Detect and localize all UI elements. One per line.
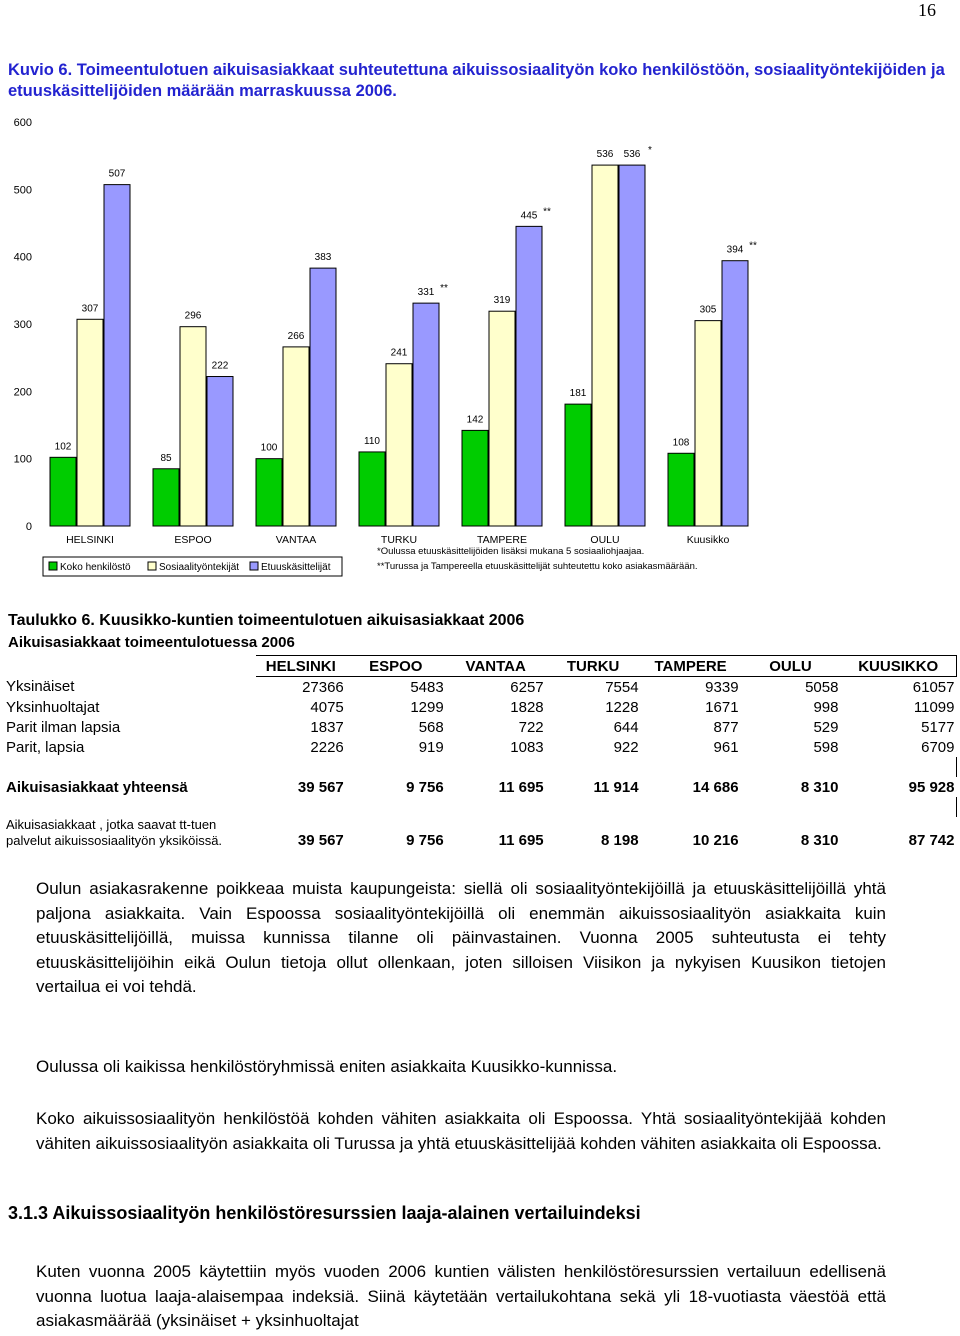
column-header: TURKU bbox=[546, 656, 641, 677]
y-tick-label: 400 bbox=[13, 251, 32, 264]
table-cell: 998 bbox=[813, 698, 839, 716]
bar-value-label: 85 bbox=[160, 452, 172, 464]
bar-value-label: 222 bbox=[211, 360, 229, 372]
table-cell: 10 216 bbox=[692, 832, 739, 849]
legend-swatch bbox=[250, 562, 258, 570]
table-cell: 922 bbox=[613, 738, 639, 756]
row-label: Parit ilman lapsia bbox=[6, 718, 121, 736]
table-cell: 61057 bbox=[912, 678, 955, 696]
y-tick-label: 100 bbox=[13, 453, 32, 466]
bar-value-label: 319 bbox=[493, 295, 511, 307]
bar bbox=[310, 268, 336, 526]
chart-footnote: *Oulussa etuuskäsittelijöiden lisäksi mukana 5 sosiaaliohjaajaa. bbox=[377, 546, 645, 557]
table-title: Taulukko 6. Kuusikko-kuntien toimeentulotuen aikuisasiakkaat 2006 bbox=[8, 612, 525, 629]
spacer-row bbox=[4, 797, 957, 817]
bar-value-label: 445 bbox=[520, 210, 538, 222]
table-cell: 1828 bbox=[510, 698, 544, 716]
bar-value-label: 296 bbox=[184, 310, 202, 322]
table-cell: 529 bbox=[813, 718, 839, 736]
legend-swatch bbox=[49, 562, 57, 570]
y-tick-label: 200 bbox=[13, 386, 32, 399]
page-number: 16 bbox=[918, 0, 936, 20]
bar bbox=[462, 430, 488, 526]
column-header: KUUSIKKO bbox=[840, 656, 956, 677]
table-cell: 1228 bbox=[605, 698, 639, 716]
table-cell: 1671 bbox=[705, 698, 739, 716]
bar-value-label: 266 bbox=[287, 330, 305, 342]
table-cell: 877 bbox=[713, 718, 739, 736]
table-cell: 9339 bbox=[705, 678, 739, 696]
x-category-label: ESPOO bbox=[174, 534, 212, 546]
bar-value-label: 394 bbox=[726, 244, 744, 256]
bar bbox=[516, 226, 542, 526]
total-row bbox=[4, 777, 957, 797]
table-cell: 568 bbox=[418, 718, 444, 736]
spacer-row bbox=[4, 757, 957, 777]
table-cell: 1299 bbox=[410, 698, 444, 716]
table-cell: 87 742 bbox=[908, 832, 955, 849]
bar bbox=[592, 165, 618, 526]
table-cell: 8 198 bbox=[601, 832, 639, 849]
row-label-line-2: palvelut aikuissosiaalityön yksiköissä. bbox=[6, 833, 223, 848]
bar-value-label: 331 bbox=[417, 287, 435, 299]
bar bbox=[50, 457, 76, 526]
table-cell: 5058 bbox=[805, 678, 839, 696]
table-cell: 27366 bbox=[302, 678, 344, 696]
row-label: Yksinäiset bbox=[6, 678, 75, 696]
column-header: TAMPERE bbox=[641, 656, 741, 677]
table-cell: 8 310 bbox=[800, 778, 839, 796]
bar-annotation: ** bbox=[543, 206, 551, 218]
legend-swatch bbox=[148, 562, 156, 570]
column-header: HELSINKI bbox=[256, 656, 346, 677]
table-cell: 11 695 bbox=[498, 832, 544, 849]
bar bbox=[722, 261, 748, 526]
bar bbox=[619, 165, 645, 526]
table-cell: 961 bbox=[713, 738, 739, 756]
y-tick-label: 0 bbox=[25, 521, 32, 533]
table-cell: 644 bbox=[613, 718, 639, 736]
y-tick-label: 600 bbox=[13, 117, 32, 129]
bar bbox=[359, 452, 385, 526]
table-cell: 1083 bbox=[510, 738, 544, 756]
bar-annotation: * bbox=[648, 145, 652, 157]
table-cell: 11 914 bbox=[593, 778, 639, 796]
bar-value-label: 536 bbox=[623, 149, 641, 161]
bar-value-label: 102 bbox=[54, 441, 72, 453]
table-row bbox=[4, 677, 957, 698]
bar-value-label: 142 bbox=[466, 414, 484, 426]
table-cell: 6709 bbox=[921, 738, 955, 756]
bar bbox=[207, 377, 233, 526]
table-row bbox=[4, 717, 957, 737]
column-header: VANTAA bbox=[446, 656, 546, 677]
paragraph: Oulun asiakasrakenne poikkeaa muista kaupungeista: siellä oli sosiaalityöntekijöillä ja etuuskäsittelijöillä yhtä paljona asiakkaita. Vain Espoossa sosiaalityöntekijöillä oli enemmän aikuissosiaalityön asiakkaita kuin etuuskäsittelijöillä, muissa kunnissa tilanne oli päinvastainen. Vuonna 2005 suhteutusta ei tehty etuuskäsittelijöihin eikä Oulun tietoja ollut ollenkaan, joten silloisen Viisikon ja nykyisen Kuusikon tietojen vertailua ei voi tehdä. bbox=[36, 879, 886, 996]
table-cell: 9 756 bbox=[406, 778, 444, 796]
table-cell: 9 756 bbox=[406, 832, 444, 849]
bar bbox=[386, 364, 412, 526]
paragraph: Kuten vuonna 2005 käytettiin myös vuoden 2006 kuntien välisten henkilöstöresurssien vertailuun edellisenä vuonna luotua laaja-alaisempaa indeksiä. Siinä käytetään vertailukohtana sekä yli 18-vuotiasta väestöä että asiakasmäärää (yksinäiset + yksinhuoltajat bbox=[36, 1262, 886, 1330]
bar bbox=[180, 327, 206, 526]
y-tick-label: 500 bbox=[13, 184, 32, 197]
table-cell: 722 bbox=[518, 718, 544, 736]
bar-annotation: ** bbox=[749, 240, 757, 252]
row-label-line-1: Aikuisasiakkaat , jotka saavat tt-tuen bbox=[6, 817, 217, 832]
table-cell: 7554 bbox=[605, 678, 639, 696]
x-category-label: HELSINKI bbox=[66, 534, 114, 546]
table-cell: 5483 bbox=[410, 678, 444, 696]
bar-value-label: 181 bbox=[569, 388, 587, 400]
row-label bbox=[4, 817, 256, 849]
table-cell: 2226 bbox=[310, 738, 344, 756]
table-cell: 95 928 bbox=[908, 778, 955, 796]
table-cell: 11099 bbox=[913, 698, 955, 716]
table-cell: 6257 bbox=[510, 678, 544, 696]
bar-value-label: 241 bbox=[390, 347, 408, 359]
legend-label: Koko henkilöstö bbox=[60, 562, 131, 573]
table-subtitle: Aikuisasiakkaat toimeentulotuessa 2006 bbox=[8, 634, 295, 651]
bar-annotation: ** bbox=[440, 283, 448, 295]
column-header: OULU bbox=[741, 656, 841, 677]
table-cell: 598 bbox=[813, 738, 839, 756]
services-row bbox=[4, 817, 957, 849]
table-cell: 39 567 bbox=[297, 832, 344, 849]
bar bbox=[104, 185, 130, 526]
bar-value-label: 507 bbox=[108, 168, 126, 180]
table-cell: 39 567 bbox=[297, 778, 344, 796]
legend-label: Etuuskäsittelijät bbox=[261, 562, 331, 573]
bar-value-label: 307 bbox=[81, 303, 99, 315]
column-header: ESPOO bbox=[346, 656, 446, 677]
table-row bbox=[4, 737, 957, 757]
table-cell: 5177 bbox=[921, 718, 955, 736]
row-label: Parit, lapsia bbox=[6, 738, 85, 756]
chart-footnote: **Turussa ja Tampereella etuuskäsittelijät suhteutettu koko asiakasmäärään. bbox=[377, 561, 698, 572]
x-category-label: OULU bbox=[590, 534, 620, 546]
bar-value-label: 536 bbox=[596, 149, 614, 161]
table-row bbox=[4, 697, 957, 717]
bar bbox=[565, 404, 591, 526]
bar-value-label: 100 bbox=[260, 442, 278, 454]
bar-value-label: 108 bbox=[672, 437, 690, 449]
bar bbox=[283, 347, 309, 526]
table-cell: 4075 bbox=[310, 698, 344, 716]
bar-value-label: 383 bbox=[314, 252, 332, 264]
paragraph: Koko aikuissosiaalityön henkilöstöä kohden vähiten asiakkaita oli Espoossa. Yhtä sosiaalityöntekijää kohden vähiten aikuissosiaalityön asiakkaita oli Turussa ja yhtä etuuskäsittelijää kohden vähiten asiakkaita oli Espoossa. bbox=[36, 1109, 886, 1153]
bar bbox=[489, 311, 515, 526]
bar-value-label: 110 bbox=[364, 435, 380, 447]
bar-chart bbox=[0, 112, 960, 607]
table-cell: 1837 bbox=[310, 718, 344, 736]
table-header-row bbox=[4, 656, 957, 677]
x-category-label: TURKU bbox=[380, 534, 418, 546]
bar bbox=[256, 459, 282, 526]
row-label: Yksinhuoltajat bbox=[6, 698, 100, 716]
bar bbox=[413, 303, 439, 526]
table-cell: 919 bbox=[418, 738, 444, 756]
bar bbox=[695, 321, 721, 526]
x-category-label: Kuusikko bbox=[686, 534, 730, 546]
legend-label: Sosiaalityöntekijät bbox=[159, 562, 240, 573]
bar bbox=[153, 469, 179, 526]
bar bbox=[77, 319, 103, 526]
x-category-label: TAMPERE bbox=[477, 534, 527, 546]
table-cell: 14 686 bbox=[692, 778, 739, 796]
table-corner bbox=[4, 656, 256, 677]
section-heading: 3.1.3 Aikuissosiaalityön henkilöstöresurssien laaja-alainen vertailuindeksi bbox=[8, 1203, 641, 1223]
clients-table bbox=[4, 655, 957, 849]
bar-value-label: 305 bbox=[699, 304, 717, 316]
table-cell: 11 695 bbox=[498, 778, 544, 796]
paragraph: Oulussa oli kaikissa henkilöstöryhmissä eniten asiakkaita Kuusikko-kunnissa. bbox=[36, 1057, 618, 1076]
figure-caption: Kuvio 6. Toimeentulotuen aikuisasiakkaat suhteutettuna aikuissosiaalityön koko henkilöstöön, sosiaalityöntekijöiden ja etuuskäsittelijöiden määrään marraskuussa 2006. bbox=[8, 61, 945, 100]
row-label: Aikuisasiakkaat yhteensä bbox=[6, 778, 188, 796]
y-tick-label: 300 bbox=[13, 319, 32, 331]
bar bbox=[668, 453, 694, 526]
x-category-label: VANTAA bbox=[275, 534, 317, 546]
table-cell: 8 310 bbox=[800, 832, 839, 849]
